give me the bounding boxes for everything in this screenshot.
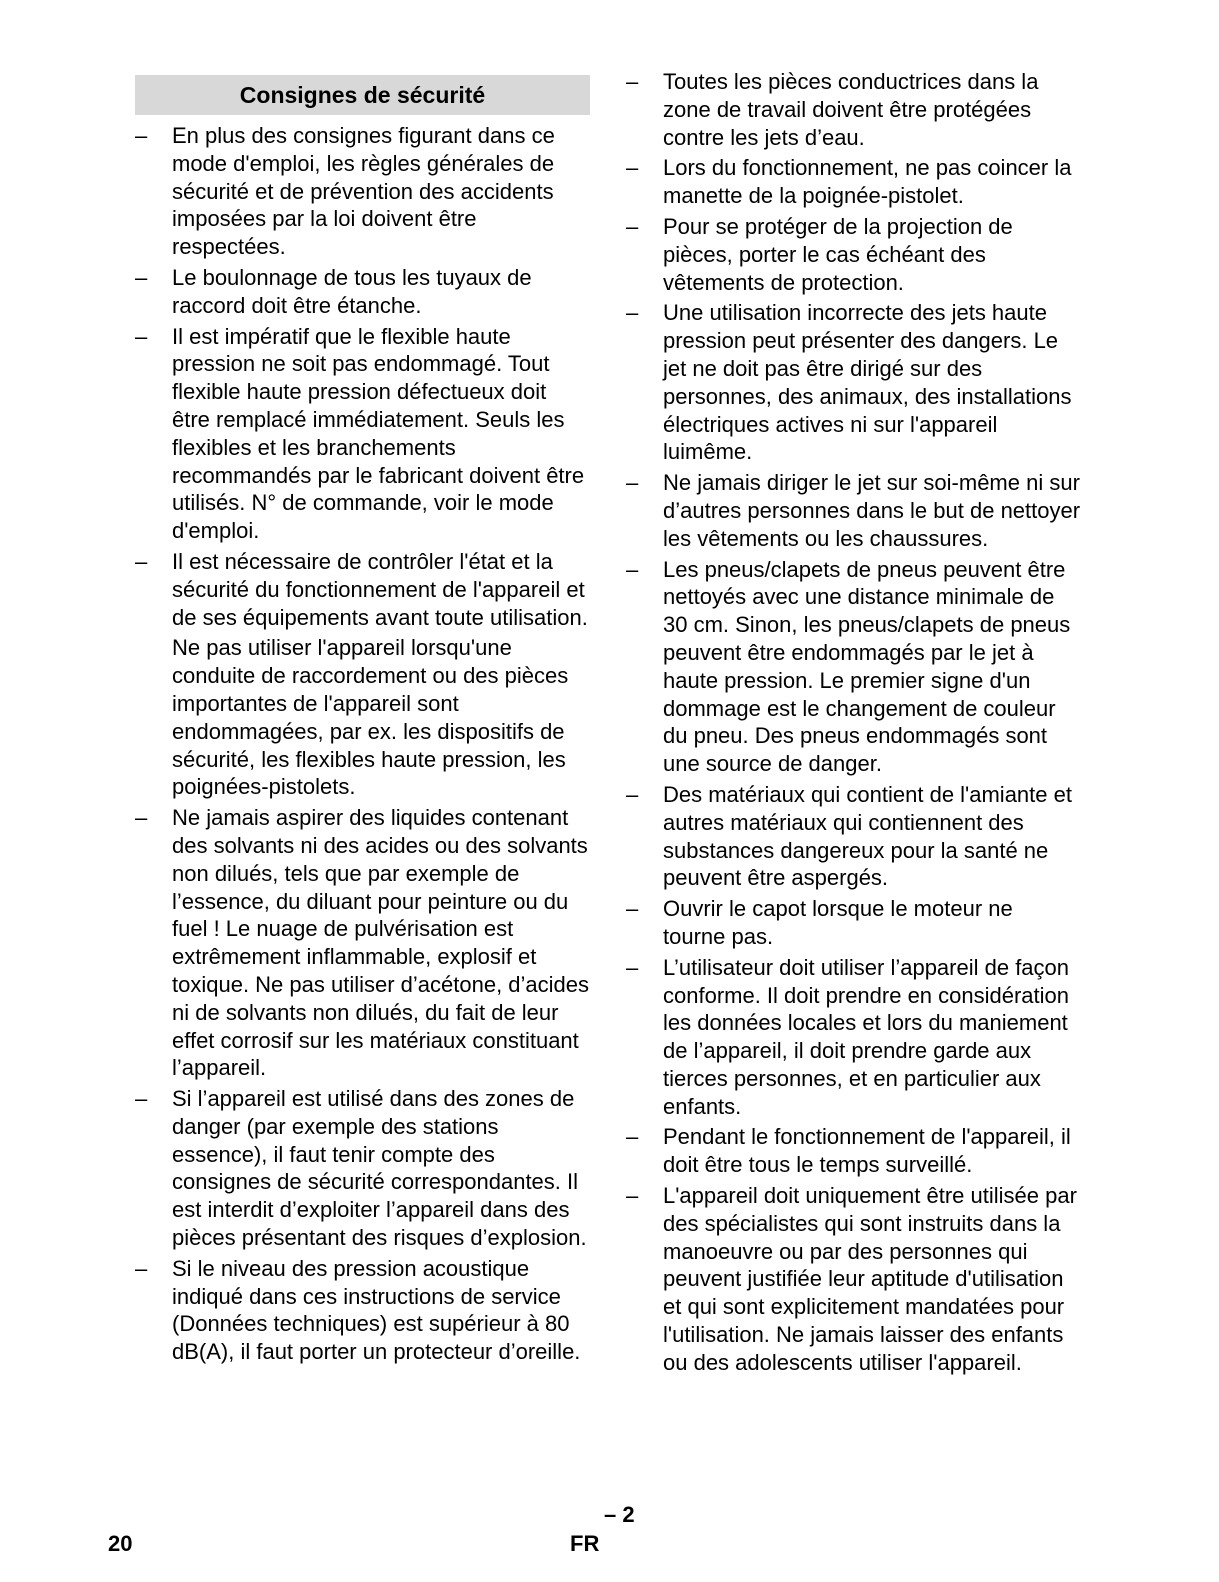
dash-bullet: –: [135, 323, 148, 349]
list-item: [626, 1123, 1081, 1179]
list-item: [626, 469, 1081, 552]
list-item: [626, 1182, 1081, 1377]
left-safety-list: [135, 122, 590, 1366]
list-item: [626, 299, 1081, 466]
list-item: [626, 213, 1081, 296]
item-text: L’utilisateur doit utiliser l’appareil de façon conforme. Il doit prendre en considération les données locales et lors du maniement de l’appareil, il doit prendre garde aux tierces personnes, et en particulier aux enfants.: [663, 954, 1070, 1119]
item-text: Il est nécessaire de contrôler l'état et la sécurité du fonctionnement de l'appareil et de ses équipements avant toute utilisation.: [172, 548, 588, 630]
dash-bullet: –: [626, 155, 639, 181]
left-column: [135, 68, 590, 1369]
item-text: Pour se protéger de la projection de pièces, porter le cas échéant des vêtements de protection.: [663, 213, 1013, 295]
item-text: Ne pas utiliser l'appareil lorsqu'une conduite de raccordement ou des pièces importantes de l'appareil sont endommagées, par ex. les dispositifs de sécurité, les flexibles haute pression, les poignées-pistolets.: [172, 635, 569, 800]
right-safety-list: [626, 68, 1081, 1377]
item-text: Ne jamais aspirer des liquides contenant des solvants ni des acides ou des solvants non dilués, tels que par exemple de l’essence, du diluant pour peinture ou du fuel ! Le nuage de pulvérisation est extrêmement inflammable, explosif et toxique. Ne pas utiliser d’acétone, d’acides ni de solvants non dilués, du fait de leur effet corrosif sur les matériaux constituant l’appareil.: [172, 805, 590, 1081]
list-item: [135, 1255, 590, 1366]
list-item: [626, 895, 1081, 951]
list-item: [626, 781, 1081, 892]
item-text: Ouvrir le capot lorsque le moteur ne tourne pas.: [663, 896, 1013, 949]
dash-bullet: –: [135, 805, 148, 831]
item-text: L'appareil doit uniquement être utilisée par des spécialistes qui sont instruits dans la manoeuvre ou par des personnes qui peuvent justifiée leur aptitude d'utilisation et qui sont explicitement mandatées pour l'utilisation. Ne jamais laisser des enfants ou des adolescents utiliser l'appareil.: [663, 1183, 1077, 1375]
item-text: Pendant le fonctionnement de l'appareil, il doit être tous le temps surveillé.: [663, 1124, 1071, 1178]
dash-bullet: –: [135, 123, 148, 148]
right-column: [626, 68, 1081, 1380]
list-item: [626, 954, 1081, 1121]
dash-bullet: –: [626, 896, 639, 922]
list-item: [135, 804, 590, 1082]
item-text: Si l’appareil est utilisé dans des zones de danger (par exemple des stations essence), il faut tenir compte des consignes de sécurité correspondantes. Il est interdit d’exploiter l’appareil dans des pièces présentant des risques d’explosion.: [172, 1086, 587, 1251]
item-text: Il est impératif que le flexible haute pression ne soit pas endommagé. Tout flexible haute pression défectueux doit être remplacé immédiatement. Seuls les flexibles et les branchements recommandés par le fabricant doivent être utilisés. N° de commande, voir le mode d'emploi.: [172, 323, 585, 544]
list-item: [626, 556, 1081, 778]
list-item: [135, 323, 590, 545]
dash-bullet: –: [626, 300, 639, 326]
dash-bullet: –: [626, 213, 639, 239]
item-text: Si le niveau des pression acoustique indiqué dans ces instructions de service (Données techniques) est supérieur à 80 dB(A), il faut porter un protecteur d’oreille.: [172, 1255, 581, 1365]
dash-bullet: –: [626, 470, 639, 496]
item-text: Une utilisation incorrecte des jets haute pression peut présenter des dangers. Le jet ne doit pas être dirigé sur des personnes, des animaux, des installations électriques actives ni sur l'appareil luimême.: [663, 300, 1072, 465]
dash-bullet: –: [626, 954, 639, 980]
item-text: Les pneus/clapets de pneus peuvent être nettoyés avec une distance minimale de 30 cm. Sinon, les pneus/clapets de pneus peuvent être endommagés par le jet à haute pression. Le premier signe d'un dommage est le changement de couleur du pneu. Des pneus endommagés sont une source de danger.: [663, 556, 1071, 777]
list-item: [135, 548, 590, 631]
dash-bullet: –: [135, 1255, 148, 1281]
list-item: [626, 68, 1081, 151]
item-text: Lors du fonctionnement, ne pas coincer la manette de la poignée-pistolet.: [663, 155, 1072, 209]
list-item: [135, 122, 590, 261]
page-number: 20: [108, 1531, 133, 1556]
item-text: Le boulonnage de tous les tuyaux de raccord doit être étanche.: [172, 264, 532, 318]
item-text: Ne jamais diriger le jet sur soi-même ni sur d’autres personnes dans le but de nettoyer les vêtements ou les chaussures.: [663, 470, 1081, 551]
dash-bullet: –: [135, 548, 148, 574]
dash-bullet: –: [626, 1124, 639, 1150]
dash-bullet: –: [135, 264, 148, 290]
dash-bullet: –: [626, 781, 639, 807]
list-item: [135, 1085, 590, 1252]
section-heading: Consignes de sécurité: [135, 75, 590, 115]
item-text: Des matériaux qui contient de l'amiante et autres matériaux qui contiennent des substances dangereux pour la santé ne peuvent être aspergés.: [663, 781, 1072, 891]
dash-bullet: –: [626, 69, 639, 94]
dash-bullet: –: [626, 1183, 639, 1209]
item-text: En plus des consignes figurant dans ce mode d'emploi, les règles générales de sécurité et de prévention des accidents imposées par la loi doivent être respectées.: [172, 123, 555, 260]
list-item: [626, 154, 1081, 210]
dash-bullet: –: [135, 1086, 148, 1112]
dash-bullet: –: [626, 556, 639, 582]
item-text: Toutes les pièces conductrices dans la zone de travail doivent être protégées contre les jets d’eau.: [663, 69, 1039, 150]
list-item: [135, 264, 590, 320]
sub-page-number: – 2: [604, 1502, 635, 1527]
language-code: FR: [570, 1531, 600, 1556]
list-item-continuation: [135, 634, 590, 801]
